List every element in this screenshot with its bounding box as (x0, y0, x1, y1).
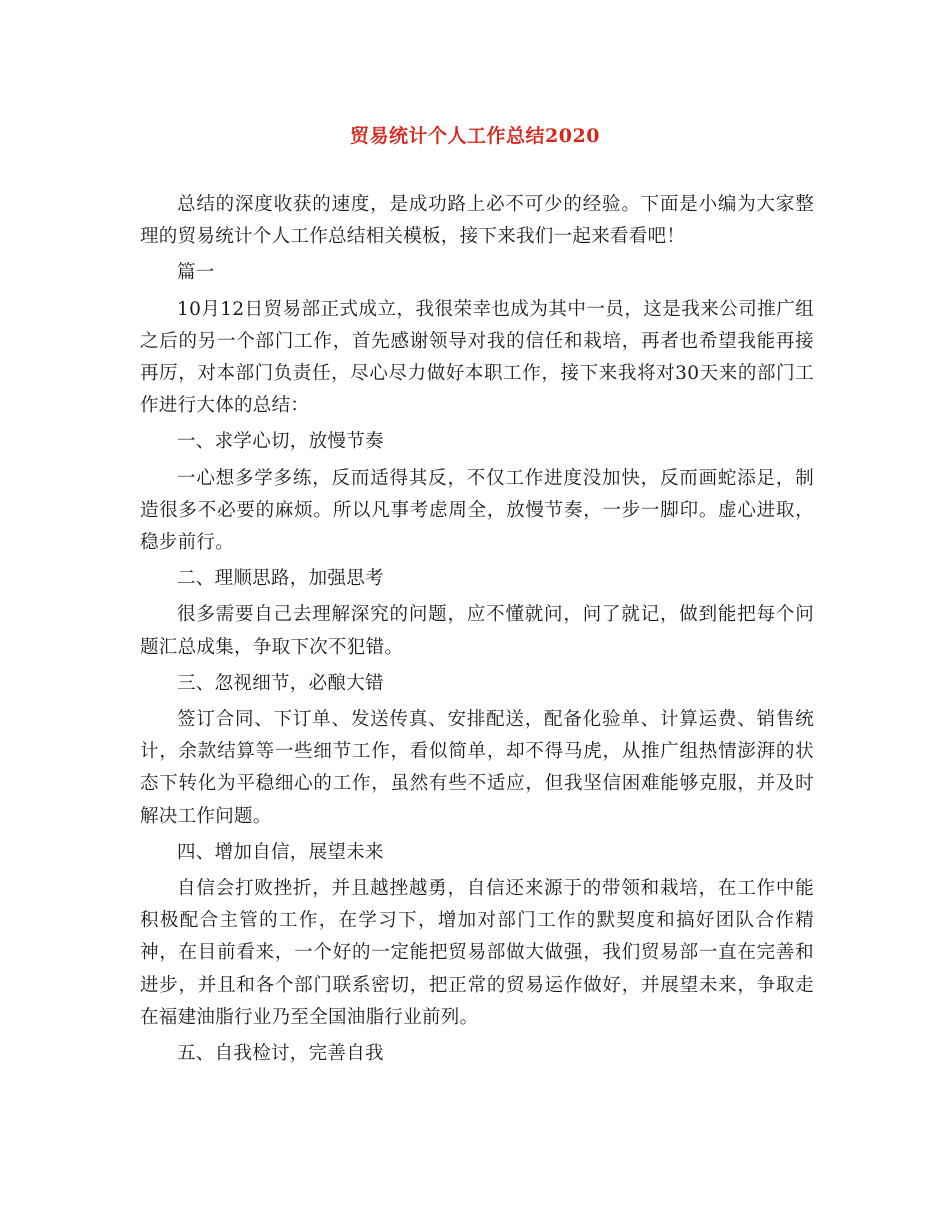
item-paragraph-4: 自信会打败挫折，并且越挫越勇，自信还来源于的带领和栽培，在工作中能积极配合主管的工作，在学习下，增加对部门工作的默契度和搞好团队合作精神，在目前看来，一个好的一定能把贸易部做大做强，我们贸易部一直在完善和进步，并且和各个部门联系密切，把正常的贸易运作做好，并展望未来，争取走在福建油脂行业乃至全国油脂行业前列。 (140, 878, 814, 1028)
intro-paragraph: 总结的深度收获的速度，是成功路上必不可少的经验。下面是小编为大家整理的贸易统计个人工作总结相关模板，接下来我们一起来看看吧！ (140, 194, 814, 248)
item-paragraph-1: 一心想多学多练，反而适得其反，不仅工作进度没加快，反而画蛇添足，制造很多不必要的麻烦。所以凡事考虑周全，放慢节奏，一步一脚印。虚心进取，稳步前行。 (140, 467, 814, 554)
item-paragraph-3: 签订合同、下订单、发送传真、安排配送，配备化验单、计算运费、销售统计，余款结算等一些细节工作，看似简单，却不得马虎，从推广组热情澎湃的状态下转化为平稳细心的工作，虽然有些不适应，但我坚信困难能够克服，并及时解决工作问题。 (140, 709, 814, 827)
item-heading-3: 三、忽视细节，必酿大错 (177, 672, 384, 694)
document-body (140, 189, 814, 1070)
section-label: 篇一 (177, 262, 215, 284)
item-heading-2: 二、理顺思路，加强思考 (177, 568, 384, 590)
item-paragraph-2: 很多需要自己去理解深究的问题，应不懂就问，问了就记，做到能把每个问题汇总成集，争取下次不犯错。 (140, 604, 814, 658)
item-heading-4: 四、增加自信，展望未来 (177, 841, 384, 863)
opening-paragraph: 10月12日贸易部正式成立，我很荣幸也成为其中一员，这是我来公司推广组之后的另一个部门工作，首先感谢领导对我的信任和栽培，再者也希望我能再接再厉，对本部门负责任，尽心尽力做好本职工作，接下来我将对30天来的部门工作进行大体的总结： (140, 298, 814, 417)
item-heading-1: 一、求学心切，放慢节奏 (177, 431, 384, 453)
document-title: 贸易统计个人工作总结2020 (350, 125, 600, 147)
item-heading-5: 五、自我检讨，完善自我 (177, 1043, 384, 1065)
